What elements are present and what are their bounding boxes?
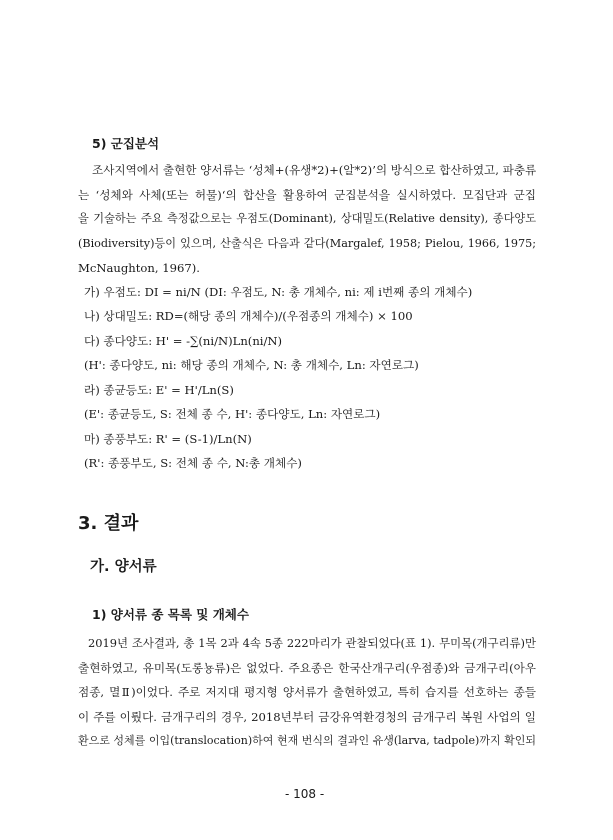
paragraph-line: McNaughton, 1967). xyxy=(78,261,200,276)
results-heading: 3. 결과 xyxy=(78,513,139,534)
paragraph-line: 2019년 조사결과, 총 1목 2과 4속 5종 222마리가 관찰되었다(표 1). 무미목(개구리류)만 xyxy=(88,636,536,650)
formula-evenness: 라) 종균등도: E' = H'/Ln(S) xyxy=(84,383,234,397)
formula-relative-density: 나) 상대밀도: RD=(해당 종의 개체수)/(우점종의 개체수) × 100 xyxy=(84,309,413,323)
amphibians-subheading: 가. 양서류 xyxy=(90,559,157,575)
section-heading-cluster-analysis: 5) 군집분석 xyxy=(92,136,160,151)
paragraph-line: 환으로 성체를 이입(translocation)하여 현재 번식의 결과인 유생(larva, tadpole)까지 확인되 xyxy=(78,734,536,748)
species-list-heading: 1) 양서류 종 목록 및 개체수 xyxy=(92,607,249,622)
formula-richness-legend: (R': 종풍부도, S: 전체 종 수, N:총 개체수) xyxy=(84,456,302,470)
page-number: - 108 - xyxy=(285,787,325,801)
paragraph-line: (Biodiversity)등이 있으며, 산출식은 다음과 같다(Margalef, 1958; Pielou, 1966, 1975; xyxy=(78,236,536,250)
formula-diversity-legend: (H': 종다양도, ni: 해당 종의 개체수, N: 총 개체수, Ln: 자연로그) xyxy=(84,358,419,372)
formula-richness: 마) 종풍부도: R' = (S-1)/Ln(N) xyxy=(84,432,252,446)
paragraph-line: 는 ‘성체와 사체(또는 허물)‘의 합산을 활용하여 군집분석을 실시하였다. 모집단과 군집 xyxy=(78,187,536,202)
formula-diversity: 다) 종다양도: H' = -∑(ni/N)Ln(ni/N) xyxy=(84,334,283,348)
paragraph-line: 점종, 멸Ⅱ)이었다. 주로 저지대 평지형 양서류가 출현하였고, 특히 습지를 선호하는 종들 xyxy=(78,685,536,700)
formula-dominance: 가) 우점도: DI = ni/N (DI: 우점도, N: 총 개체수, ni: 제 i번째 종의 개체수) xyxy=(84,285,473,299)
cluster-analysis-paragraph xyxy=(78,158,536,281)
formula-evenness-legend: (E': 종균등도, S: 전체 종 수, H': 종다양도, Ln: 자연로그) xyxy=(84,407,381,421)
paragraph-line: 조사지역에서 출현한 양서류는 ‘성체+(유생*2)+(알*2)’의 방식으로 합산하였고, 파충류 xyxy=(92,163,537,177)
paragraph-line: 이 주를 이뤘다. 금개구리의 경우, 2018년부터 금강유역환경청의 금개구리 복원 사업의 일 xyxy=(78,709,536,724)
paragraph-line: 을 기술하는 주요 측정값으로는 우점도(Dominant), 상대밀도(Relative density), 종다양도 xyxy=(78,212,536,226)
paragraph-line: 출현하였고, 유미목(도롱뇽류)은 없었다. 주요종은 한국산개구리(우점종)와 금개구리(아우 xyxy=(78,660,536,675)
results-paragraph xyxy=(78,631,536,754)
